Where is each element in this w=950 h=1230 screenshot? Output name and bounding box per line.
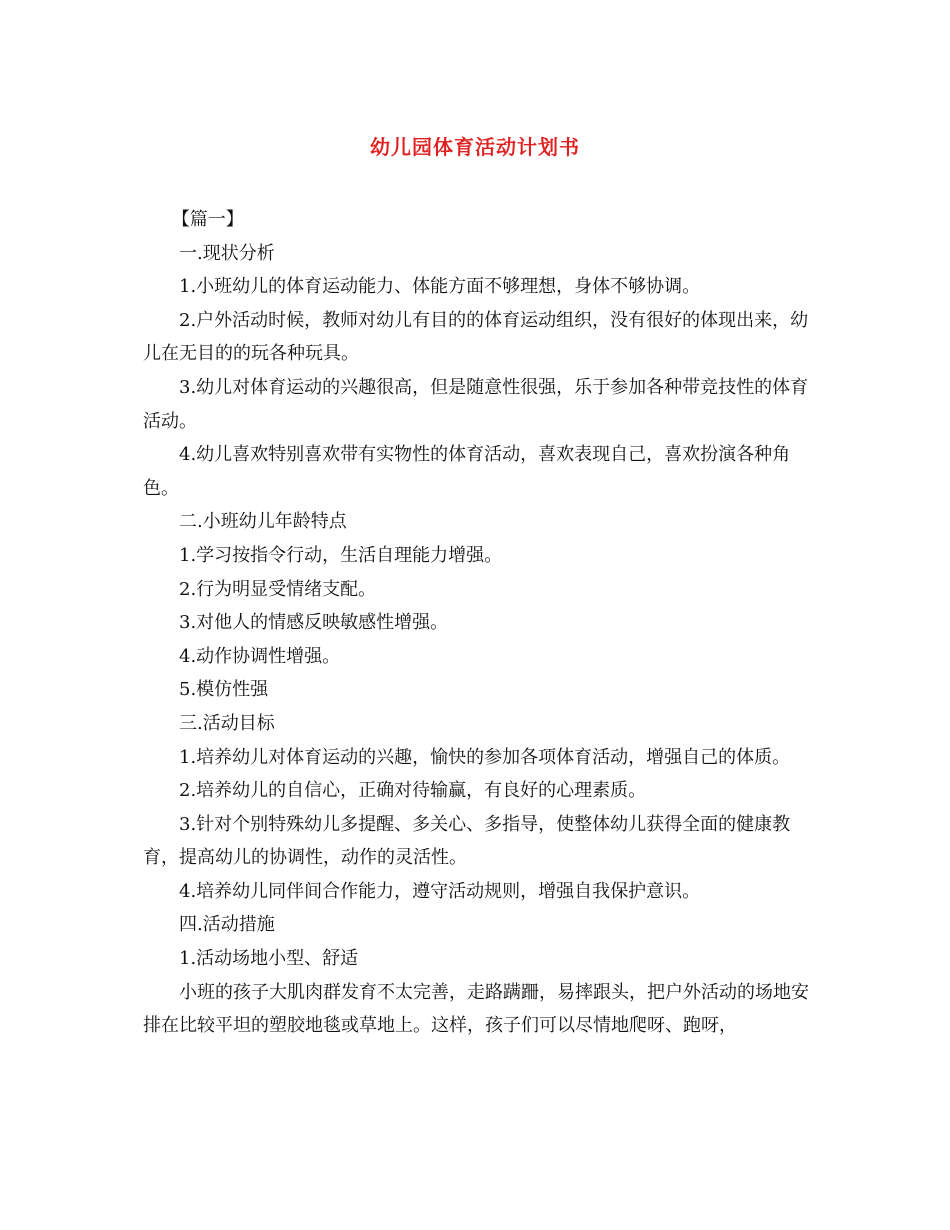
paragraph: 1.培养幼儿对体育运动的兴趣，愉快的参加各项体育活动，增强自己的体质。 (179, 746, 791, 768)
section-heading: 二.小班幼儿年龄特点 (179, 511, 347, 533)
paragraph: 3.幼儿对体育运动的兴趣很高，但是随意性很强，乐于参加各种带竞技性的体育活动。 (143, 376, 809, 432)
paragraph: 小班的孩子大肌肉群发育不太完善，走路蹒跚，易摔跟头，把户外活动的场地安排在比较平坦的塑胶地毯或草地上。这样，孩子们可以尽情地爬呀、跑呀， (143, 981, 809, 1037)
paragraph: 4.幼儿喜欢特别喜欢带有实物性的体育活动，喜欢表现自己，喜欢扮演各种角色。 (143, 444, 791, 499)
paragraph: 4.培养幼儿同伴间合作能力，遵守活动规则，增强自我保护意识。 (179, 880, 701, 902)
section-heading: 一.现状分析 (179, 242, 275, 264)
paragraph: 3.对他人的情感反映敏感性增强。 (179, 612, 449, 634)
paragraph: 5.模仿性强 (179, 679, 269, 701)
document-body (143, 203, 811, 1043)
document-title: 幼儿园体育活动计划书 (370, 135, 580, 159)
paragraph: 2.行为明显受情绪支配。 (179, 578, 377, 600)
paragraph: 3.针对个别特殊幼儿多提醒、多关心、多指导，使整体幼儿获得全面的健康教育，提高幼儿的协调性，动作的灵活性。 (143, 813, 791, 869)
paragraph: 1.学习按指令行动，生活自理能力增强。 (179, 544, 503, 566)
section-heading: 三.活动目标 (179, 712, 275, 734)
paragraph: 2.户外活动时候，教师对幼儿有目的的体育运动组织，没有很好的体现出来，幼儿在无目的的玩各种玩具。 (143, 309, 809, 365)
paragraph: 1.小班幼儿的体育运动能力、体能方面不够理想，身体不够协调。 (179, 276, 701, 298)
paragraph: 4.动作协调性增强。 (179, 645, 341, 667)
paragraph: 2.培养幼儿的自信心，正确对待输赢，有良好的心理素质。 (179, 780, 647, 802)
section-marker: 【篇一】 (171, 209, 244, 230)
paragraph: 1.活动场地小型、舒适 (179, 948, 359, 970)
section-heading: 四.活动措施 (179, 914, 275, 936)
